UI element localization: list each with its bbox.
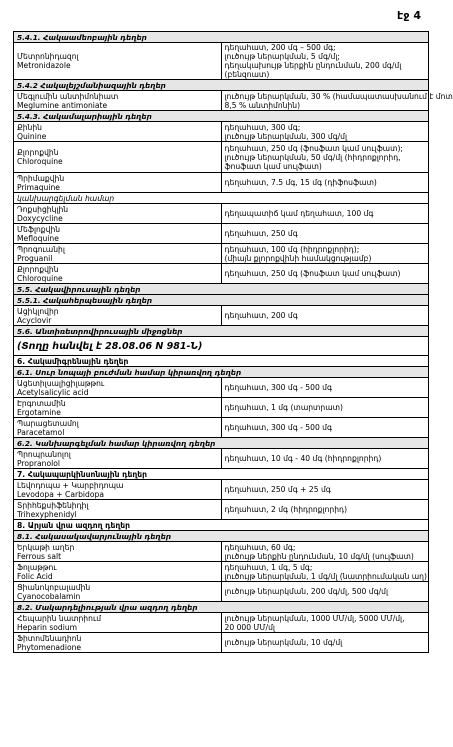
drug-row (14, 418, 429, 438)
drug-name-line: Էրգոտամին (17, 398, 66, 408)
drug-name-line: Պրոպրանոլոլ (17, 449, 71, 459)
drug-row (14, 173, 429, 193)
section-heading (14, 531, 429, 542)
drug-name-cell (14, 542, 222, 562)
section-heading (14, 326, 429, 337)
section-heading (14, 367, 429, 378)
drug-name-line: Մեգլումին անտիմոնիատ (17, 91, 119, 101)
drug-name-cell (14, 204, 222, 224)
section-heading (14, 284, 429, 295)
drug-form-cell (221, 378, 429, 398)
drug-name-line: Լեվոդոպա + Կարբիդոպա (17, 480, 124, 490)
drug-name-cell (14, 378, 222, 398)
drug-name-cell (14, 173, 222, 193)
drug-form-cell (221, 449, 429, 469)
drug-form-line: (միայն քլորոքվինի համակցությամբ) (224, 253, 372, 263)
drug-name-line: Proguanil (17, 253, 53, 263)
drug-form-line: դեղապատիճ կամ դեղահատ, 100 մգ (224, 209, 374, 218)
drug-name-line: Երկաթի աղեր (17, 542, 75, 552)
drug-form-cell (221, 122, 429, 142)
drug-row (14, 378, 429, 398)
drug-row (14, 398, 429, 418)
heading-cell: 5.5. Հակավիրուսային դեղեր (14, 284, 429, 295)
drug-name-cell (14, 500, 222, 520)
drug-name-cell (14, 244, 222, 264)
drug-form-cell (221, 418, 429, 438)
heading-cell: 6.1. Սուր նոպայի բուժման համար կիրառվող դեղեր (14, 367, 429, 378)
drug-form-cell (221, 142, 429, 173)
heading-cell: 5.4.1. Հակաամեոբային դեղեր (14, 32, 429, 43)
drug-name-cell (14, 633, 222, 653)
drug-form-cell (221, 582, 429, 602)
drug-name-line: Mefloquine (17, 233, 59, 243)
drug-form-cell (221, 500, 429, 520)
heading-cell: 5.4.2 Հակալեյշմանիազային դեղեր (14, 80, 429, 91)
drug-name-line: Քլորոքվին (17, 148, 59, 157)
drug-form-line: դեղահատ, 250 մգ + 25 մգ (224, 485, 331, 494)
subgroup-heading (14, 193, 429, 204)
drug-row (14, 43, 429, 80)
drug-row (14, 244, 429, 264)
drug-name-line: Chloroquine (17, 157, 63, 166)
heading-cell: 6.2. Կանխարգելման համար կիրառվող դեղեր (14, 438, 429, 449)
drug-name-line: Հեպարին նատրիում (17, 613, 102, 623)
drug-row (14, 542, 429, 562)
drug-name-line: Ացետիլսալիցիլաթթու (17, 378, 105, 388)
drug-row (14, 224, 429, 244)
drug-form-line: լուծույթ ներարկման, 50 մգ/մլ (հիդրոքլորիդ, (224, 152, 401, 162)
drug-name-line: Ergotamine (17, 407, 61, 417)
drug-name-line: Levodopa + Carbidopa (17, 489, 104, 499)
drug-name-line: Metronidazole (17, 61, 71, 70)
drug-name-line: Doxycycline (17, 213, 63, 223)
drug-row (14, 582, 429, 602)
drug-row (14, 500, 429, 520)
drug-form-cell (221, 173, 429, 193)
drug-form-line: լուծույթ ներքին ընդունման, 10 մգ/մլ (սուլֆատ) (224, 551, 414, 561)
drug-form-line: դեղահատ, 250 մգ (ֆոսֆատ կամ սուլֆատ); (224, 143, 403, 153)
drug-name-line: Heparin sodium (17, 622, 78, 632)
drug-name-cell (14, 449, 222, 469)
drug-name-cell (14, 480, 222, 500)
drug-name-cell (14, 582, 222, 602)
drug-row (14, 480, 429, 500)
drug-name-cell (14, 264, 222, 284)
drug-row (14, 204, 429, 224)
drug-form-line: լուծույթ ներարկման, 1 մգ/մլ (նատրիումական աղ) (224, 571, 427, 581)
page-number: էջ 4 (397, 9, 421, 22)
drug-form-line: լուծույթ ներարկման, 200 մգ/մլ, 500 մգ/մլ (224, 587, 389, 596)
heading-cell: 5.4.3. Հակամալարիային դեղեր (14, 111, 429, 122)
drug-form-line: դեղահատ, 300 մգ; (224, 122, 301, 132)
drug-name-line: Ացիկլովիր (17, 306, 59, 316)
drug-form-line: դեղահատ, 200 մգ (224, 311, 298, 320)
drug-name-line: Ցիանոկոբալամին (17, 582, 91, 592)
drug-form-cell (221, 306, 429, 326)
drug-form-cell (221, 480, 429, 500)
drug-row (14, 306, 429, 326)
drug-form-cell (221, 633, 429, 653)
drug-form-line: դեղահատ, 1 մգ, 5 մգ; (224, 562, 313, 572)
drug-form-cell (221, 224, 429, 244)
drug-form-line: լուծույթ ներարկման, 300 մգ/մլ (224, 131, 348, 141)
drug-name-line: Folic Acid (17, 571, 53, 581)
drug-form-cell (221, 204, 429, 224)
section-heading (14, 111, 429, 122)
drug-name-line: Մեֆլոքվին (17, 224, 61, 234)
drug-name-cell (14, 398, 222, 418)
drug-row (14, 449, 429, 469)
drug-name-line: Cyanocobalamin (17, 591, 81, 601)
drug-name-line: Quinine (17, 131, 47, 141)
section-heading (14, 520, 429, 531)
drug-form-line: լուծույթ ներարկման, 5 մգ/մլ; (224, 52, 340, 61)
drug-name-line: Պրիմաքվին (17, 173, 65, 183)
drug-name-line: Քինին (17, 122, 42, 132)
drug-row (14, 562, 429, 582)
drug-table (13, 31, 453, 653)
section-heading (14, 356, 429, 367)
drug-name-line: Chloroquine (17, 273, 63, 283)
drug-name-cell (14, 224, 222, 244)
heading-cell: 8.1. Հակասակավարյունային դեղեր (14, 531, 429, 542)
drug-row (14, 613, 429, 633)
drug-form-cell (221, 613, 429, 633)
heading-cell: 7. Հակապարկինսոնային դեղեր (14, 469, 429, 480)
drug-form-cell (221, 264, 429, 284)
section-heading (14, 295, 429, 306)
drug-name-cell (14, 91, 222, 111)
drug-form-cell (221, 562, 429, 582)
drug-name-cell (14, 562, 222, 582)
drug-form-cell (221, 43, 429, 80)
drug-form-line: դեղահատ, 250 մգ (224, 229, 298, 238)
drug-name-line: Trihexyphenidyl (17, 509, 77, 519)
drug-name-cell (14, 306, 222, 326)
drug-name-line: Ferrous salt (17, 551, 62, 561)
section-heading (14, 602, 429, 613)
drug-form-line: դեղահատ, 7.5 մգ, 15 մգ (դիֆոսֆատ) (224, 178, 377, 187)
drug-name-cell (14, 122, 222, 142)
section-heading (14, 32, 429, 43)
drug-row (14, 264, 429, 284)
heading-cell: 8.2. Մակարդելիության վրա ազդող դեղեր (14, 602, 429, 613)
drug-name-line: Acyclovir (17, 315, 52, 325)
drug-name-line: Ֆիտոմենադիոն (17, 633, 82, 643)
drug-form-line: դեղահատ, 1 մգ (տարտրատ) (224, 403, 343, 412)
drug-name-line: Տրիհեքսիֆենիդիլ (17, 500, 89, 510)
drug-form-line: (բենզոատ) (224, 70, 270, 79)
drug-name-line: Paracetamol (17, 427, 65, 437)
section-heading (14, 469, 429, 480)
drug-form-line: լուծույթ ներարկման, 30 % (համապատասխանում է մոտ (224, 91, 453, 101)
drug-name-line: Acetylsalicylic acid (17, 387, 89, 397)
drug-form-line: դեղահատ, 300 մգ - 500 մգ (224, 423, 332, 432)
drug-form-line: դեղակախույթ ներքին ընդունման, 200 մգ/մլ (224, 61, 402, 70)
drug-form-cell (221, 542, 429, 562)
drug-form-line: դեղահատ, 200 մգ – 500 մգ; (224, 43, 336, 52)
drug-name-line: Մետրոնիդազոլ (17, 52, 79, 61)
drug-form-line: դեղահատ, 60 մգ; (224, 542, 296, 552)
drug-row (14, 633, 429, 653)
removed-line-note (14, 337, 429, 356)
heading-cell: կանխարգելման համար (14, 193, 429, 204)
heading-cell: 5.6. Անտիռետրովիրուսային միջոցներ (14, 326, 429, 337)
drug-name-line: Պարացետամոլ (17, 418, 79, 428)
heading-cell: (Տողը հանվել է 28.08.06 N 981-Ն) (14, 337, 429, 356)
drug-name-line: Primaquine (17, 182, 60, 192)
drug-name-line: Քլորոքվին (17, 264, 59, 274)
drug-row (14, 91, 429, 111)
drug-name-cell (14, 142, 222, 173)
drug-name-line: Պրոգուանիլ (17, 244, 65, 254)
drug-form-line: դեղահատ, 250 մգ (ֆոսֆատ կամ սուլֆատ) (224, 269, 401, 278)
drug-form-line: լուծույթ ներարկման, 1000 ՄՄ/մլ, 5000 ՄՄ/մլ, (224, 613, 405, 623)
drug-form-cell (221, 91, 453, 111)
drug-name-line: Ֆոլաթթու (17, 562, 57, 572)
drug-form-line: ֆոսֆատ կամ սուլֆատ) (224, 161, 322, 171)
drug-name-line: Դոքսիցիկլին (17, 204, 69, 214)
section-heading (14, 80, 429, 91)
drug-name-cell (14, 43, 222, 80)
drug-form-line: 20 000 ՄՄ/մլ (224, 622, 275, 632)
drug-form-line: դեղահատ, 10 մգ - 40 մգ (հիդրոքլորիդ) (224, 454, 382, 463)
drug-name-line: Phytomenadione (17, 642, 82, 652)
drug-form-line: դեղահատ, 100 մգ (հիդրոքլորիդ); (224, 244, 360, 254)
drug-name-cell (14, 613, 222, 633)
drug-form-line: լուծույթ ներարկման, 10 մգ/մլ (224, 638, 343, 647)
heading-cell: 5.5.1. Հակահերպեսային դեղեր (14, 295, 429, 306)
section-heading (14, 438, 429, 449)
drug-form-line: դեղահատ, 2 մգ (հիդրոքլորիդ) (224, 505, 348, 514)
drug-name-cell (14, 418, 222, 438)
drug-form-line: դեղահատ, 300 մգ - 500 մգ (224, 383, 332, 392)
drug-row (14, 122, 429, 142)
drug-form-line: 8,5 % անտիմոնին) (224, 100, 301, 110)
drug-row (14, 142, 429, 173)
drug-form-cell (221, 398, 429, 418)
drug-form-cell (221, 244, 429, 264)
heading-cell: 6. Հակամիգրենային դեղեր (14, 356, 429, 367)
drug-name-line: Propranolol (17, 458, 60, 468)
drug-name-line: Meglumine antimoniate (17, 100, 108, 110)
heading-cell: 8. Արյան վրա ազդող դեղեր (14, 520, 429, 531)
